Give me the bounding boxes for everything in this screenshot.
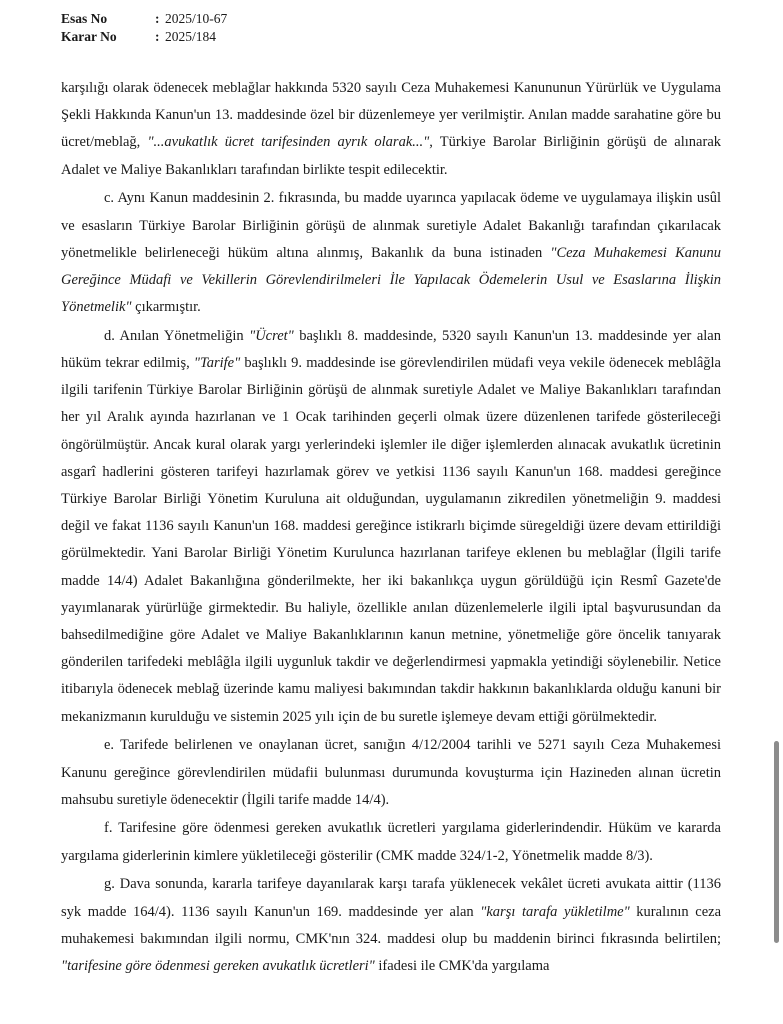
paragraph bbox=[61, 871, 721, 980]
paragraph-text: karşılığı olarak ödenecek meblağlar hakkında 5320 sayılı Ceza Muhakemesi Kanununun Yürürlük ve Uygulama Şekli Hakkında Kanun'un 13. maddesinde özel bir düzenlemeye yer verilmiştir. Anılan madde sarahatine göre bu ücret/meblağ, bbox=[61, 80, 721, 151]
paragraph-text: çıkarmıştır. bbox=[131, 299, 201, 316]
quoted-text: "Tarife" bbox=[193, 355, 241, 372]
paragraph-text: e. Tarifede belirlenen ve onaylanan ücret, sanığın 4/12/2004 tarihli ve 5271 sayılı Ceza Muhakemesi Kanunu gereğince görevlendirilen müdafii bulunması durumunda kovuşturma için Hazineden alınan ücretin mahsubu suretiyle ödenecektir (İlgili tarife madde 14/4). bbox=[61, 737, 721, 808]
esas-no-label: Esas No bbox=[61, 11, 108, 26]
paragraph-text: g. Dava sonunda, kararla tarifeye dayanılarak karşı tarafa yüklenecek vekâlet ücreti avukata aittir (1136 syk madde 164/4). 1136 sayılı Kanun'un 169. maddesinde yer alan bbox=[61, 876, 721, 920]
case-header bbox=[61, 10, 227, 46]
paragraph-text: kuralının ceza muhakemesi bakımından ilgili normu, CMK'nın 324. maddesi olup bu maddenin birinci fıkrasında belirtilen; bbox=[61, 903, 722, 947]
paragraph bbox=[61, 323, 721, 731]
quoted-text: "karşı tarafa yükletilme" bbox=[480, 903, 630, 920]
document-body bbox=[61, 75, 721, 982]
quoted-text: "Ücret" bbox=[249, 327, 294, 344]
vertical-scrollbar[interactable] bbox=[774, 741, 779, 943]
paragraph-text: c. Aynı Kanun maddesinin 2. fıkrasında, bu madde uyarınca yapılacak ödeme ve uygulamaya ilişkin usûl ve esasların Türkiye Barolar Birliğinin görüşü de alınmak suretiyle Adalet Bakanlığı tarafından çıkarılacak yönetmelikle belirleneceği hüküm altına alınmış, Bakanlık da buna istinaden bbox=[61, 190, 721, 261]
karar-no-row bbox=[61, 28, 227, 46]
paragraph bbox=[61, 185, 721, 321]
paragraph-text: başlıklı 9. maddesinde ise görevlendirilen müdafi veya vekile ödenecek meblâğla ilgili tarifenin Türkiye Barolar Birliğinin görüşü de alınmak suretiyle Adalet ve Maliye Bakanlıkları tarafından her yıl Aralık ayında hazırlanan ve 1 Ocak tarihinden geçerli olmak üzere düzenlenen tarifede gösterileceği öngörülmüştür. Ancak kural olarak yargı yerlerindeki işlemler ile diğer işlemlerden alınacak avukatlık ücretinin asgarî hadlerini gösteren tarifeyi hazırlamak görev ve yetkisi 1136 sayılı Kanun'un 168. maddesi gereğince Türkiye Barolar Birliği Yönetim Kuruluna ait olduğundan, uygulamanın zikredilen yönetmeliğin 9. maddesi değil ve fakat 1136 sayılı Kanun'un 168. maddesi gereğince istikrarlı biçimde süregeldiği üzere devam ettirildiği görülmektedir. Yani Barolar Birliği Yönetim Kurulunca hazırlanan tarifeye eklenen bu meblağlar (İlgili tarife madde 14/4) Adalet Bakanlığına gönderilmekte, her iki bakanlıkça uygun görüldüğü için Resmî Gazete'de yayımlanarak yürürlüğe girmektedir. Bu haliyle, özellikle anılan düzenlemelerle ilgili iptal başvurusundan da bahsedilmediğine göre Adalet ve Maliye Bakanlıklarının kanun metnine, yönetmeliğe göre öncelik tanıyarak gönderilen tarifedeki meblâğla ilgili uygunluk takdir ve değerlendirmesi yapmakla yetindiği söylenebilir. Netice itibarıyla ödenecek meblağ üzerinde kamu maliyesi bakımından takdir hakkının bakanlıklarda olduğu kanuni bir mekanizmanın kurulduğu ve sistemin 2025 yılı için de bu suretle işlemeye devam ettiği görülmektedir. bbox=[61, 355, 721, 725]
karar-no-separator: : bbox=[155, 29, 160, 44]
paragraph-text: ifadesi ile CMK'da yargılama bbox=[374, 958, 550, 974]
esas-no-separator: : bbox=[155, 11, 160, 26]
paragraph-text: başlıklı 8. maddesinde, 5320 sayılı Kanun'un 13. maddesinde yer alan hüküm tekrar edilmiş, bbox=[61, 327, 721, 372]
paragraph bbox=[61, 732, 721, 814]
karar-no-value: 2025/184 bbox=[165, 29, 217, 44]
paragraph-text: , Türkiye Barolar Birliğinin görüşü de alınarak Adalet ve Maliye Bakanlıkları tarafından birlikte tespit edilecektir. bbox=[61, 134, 722, 178]
paragraph-text: d. Anılan Yönetmeliğin bbox=[104, 327, 250, 344]
esas-no-value: 2025/10-67 bbox=[165, 11, 228, 26]
karar-no-label: Karar No bbox=[61, 29, 117, 44]
paragraph bbox=[61, 75, 721, 184]
quoted-text: "...avukatlık ücret tarifesinden ayrık olarak..." bbox=[147, 134, 430, 151]
esas-no-row bbox=[61, 10, 227, 28]
paragraph-text: f. Tarifesine göre ödenmesi gereken avukatlık ücretleri yargılama giderlerindendir. Hüküm ve kararda yargılama giderlerinin kimlere yükletileceği gösterilir (CMK madde 324/1-2, Yönetmelik madde 8/3). bbox=[61, 820, 721, 864]
quoted-text: "tarifesine göre ödenmesi gereken avukatlık ücretleri" bbox=[61, 958, 375, 974]
quoted-text: "Ceza Muhakemesi Kanunu Gereğince Müdafi ve Vekillerin Görevlendirilmeleri İle Yapılacak Ödemelerin Usul ve Esaslarına İlişkin Yönetmelik" bbox=[61, 244, 721, 316]
paragraph bbox=[61, 815, 721, 869]
